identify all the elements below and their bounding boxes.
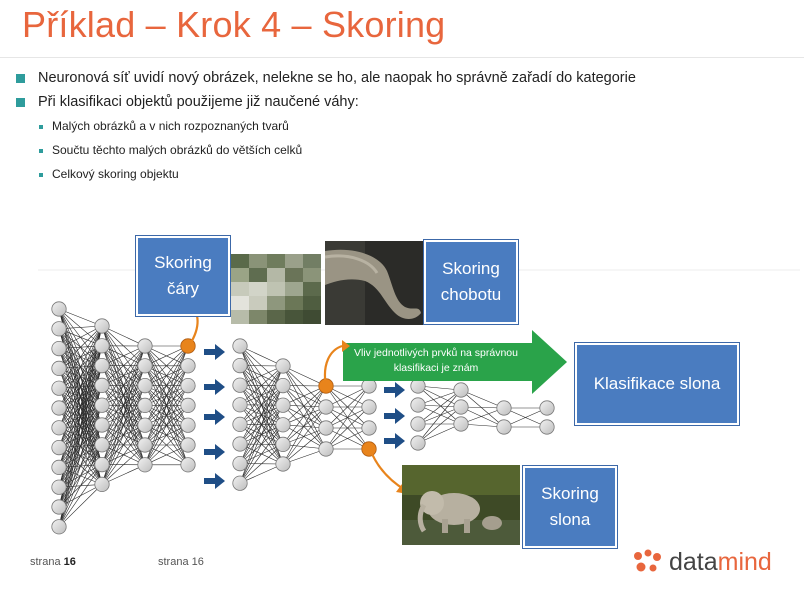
datamind-logo: [632, 548, 772, 577]
page-number-value: 16: [63, 556, 76, 568]
network-node: [95, 457, 109, 471]
network-node: [95, 319, 109, 333]
network-node: [138, 458, 152, 472]
network-node: [95, 418, 109, 432]
skoring-slona-label: Skoring slona: [541, 484, 599, 529]
network-node: [540, 420, 554, 434]
network-node: [52, 500, 66, 514]
network-edge: [240, 386, 283, 484]
green-arrow-label: Vliv jednotlivých prvků na správnou klasifikaci je znám: [353, 347, 518, 374]
network-node: [454, 400, 468, 414]
network-node: [52, 302, 66, 316]
datamind-logo-icon: [632, 548, 662, 574]
orange-connectors: [188, 306, 405, 490]
network-node: [95, 398, 109, 412]
network-edge: [418, 390, 461, 443]
skoring-cary-box: [136, 236, 230, 316]
network-node: [233, 437, 247, 451]
bullet-item: Při klasifikaci objektů použijeme již naučené váhy:: [14, 90, 794, 114]
network-node: [95, 358, 109, 372]
network-node: [233, 417, 247, 431]
klasifikace-slona-label: Klasifikace slona: [593, 374, 721, 393]
skoring-chobotu-box: [424, 240, 518, 324]
page-number-left: [30, 556, 76, 568]
network-node: [276, 378, 290, 392]
network-node: [95, 438, 109, 452]
network-edge: [240, 425, 283, 483]
skoring-chobotu-label: Skoring chobotu: [440, 259, 502, 304]
network-node: [497, 401, 511, 415]
network-node: [52, 401, 66, 415]
network-node: [319, 400, 333, 414]
network-node: [52, 421, 66, 435]
bullet-item: Neuronová síť uvidí nový obrázek, nelekne se ho, ale naopak ho správně zařadí do kategorie: [14, 66, 794, 90]
network-node: [233, 398, 247, 412]
network-node: [276, 418, 290, 432]
network-node: [52, 322, 66, 336]
highlighted-node: [362, 442, 376, 456]
klasifikace-slona-box: [575, 343, 739, 425]
network-node: [454, 383, 468, 397]
network-node: [52, 361, 66, 375]
network-node: [52, 460, 66, 474]
sub-bullet-item: Součtu těchto malých obrázků do větších celků: [14, 138, 794, 162]
network-node: [52, 440, 66, 454]
logo-text-a: data: [668, 548, 718, 576]
network-node: [95, 378, 109, 392]
skoring-slona-box: [523, 466, 617, 548]
network-node: [181, 418, 195, 432]
network-node: [138, 438, 152, 452]
network-node: [233, 476, 247, 490]
network-node: [52, 520, 66, 534]
network-node: [233, 456, 247, 470]
network-node: [276, 359, 290, 373]
network-node: [181, 458, 195, 472]
network-node: [181, 359, 195, 373]
network-node: [362, 421, 376, 435]
network-node: [411, 436, 425, 450]
page-title: Příklad – Krok 4 – Skoring: [22, 4, 446, 45]
network-node: [276, 398, 290, 412]
network-node: [52, 341, 66, 355]
elephant-image: [402, 465, 520, 545]
logo-text-b: mind: [717, 548, 772, 576]
network-node: [233, 378, 247, 392]
network-edge: [102, 425, 145, 484]
network-node: [319, 421, 333, 435]
network-node: [454, 417, 468, 431]
network-node: [319, 442, 333, 456]
network-node: [233, 358, 247, 372]
network-node: [411, 398, 425, 412]
page-number-prefix: strana: [30, 556, 64, 568]
skoring-cary-label: Skoring čáry: [154, 253, 212, 298]
network-node: [181, 398, 195, 412]
network-node: [95, 339, 109, 353]
network-node: [497, 420, 511, 434]
network-node: [233, 339, 247, 353]
sub-bullet-item: Malých obrázků a v nich rozpoznaných tvarů: [14, 114, 794, 138]
network-node: [181, 438, 195, 452]
network-node: [138, 398, 152, 412]
network-node: [52, 381, 66, 395]
network-node: [411, 417, 425, 431]
network-node: [181, 378, 195, 392]
network-node: [138, 339, 152, 353]
network-node: [276, 437, 290, 451]
network-node: [138, 418, 152, 432]
network-node: [52, 480, 66, 494]
network-node: [540, 401, 554, 415]
elephant-trunk-image: [325, 241, 423, 325]
network-node: [362, 400, 376, 414]
network-node: [138, 359, 152, 373]
network-node: [138, 378, 152, 392]
network-edge: [102, 386, 145, 485]
page-number-right: strana 16: [158, 556, 204, 568]
line-pixel-image: [231, 254, 321, 324]
sub-bullet-item: Celkový skoring objektu: [14, 162, 794, 186]
network-node: [95, 477, 109, 491]
network-node: [276, 457, 290, 471]
